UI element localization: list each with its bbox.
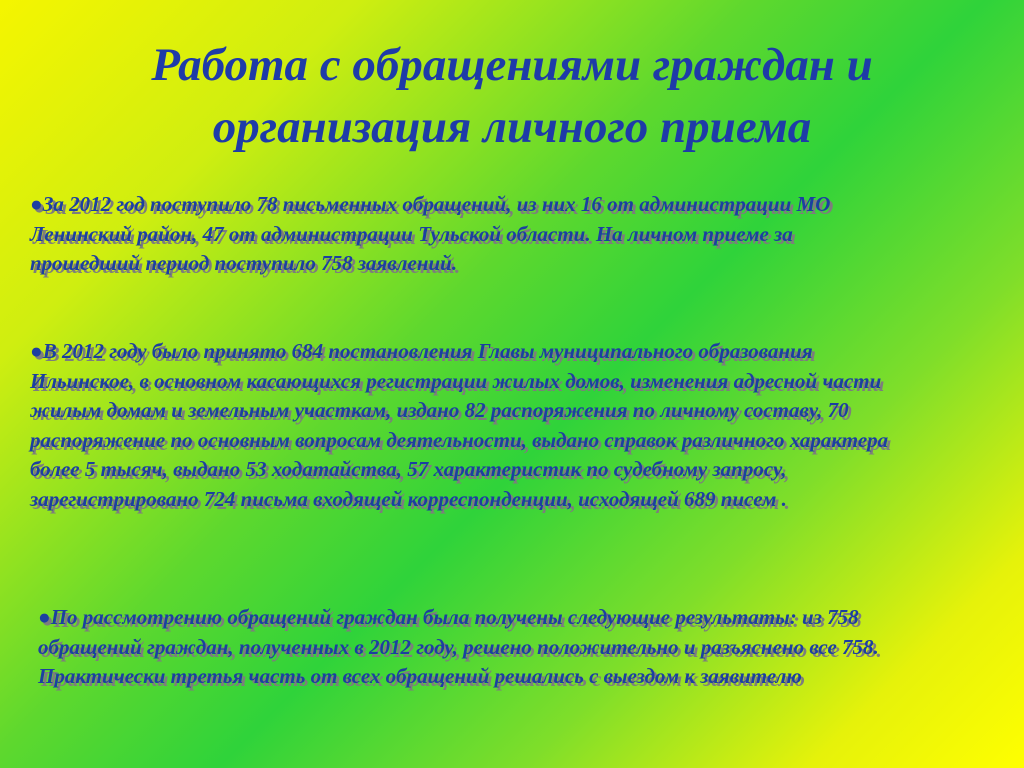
paragraph-results <box>38 603 918 692</box>
paragraph-letters-2012 <box>30 190 860 279</box>
paragraph-text: За 2012 год поступило 78 письменных обращений, из них 16 от администрации МО Ленинский район, 47 от администрации Тульской области. На личном приеме за прошедший период поступило 758 заявлений. <box>30 192 831 275</box>
paragraph-resolutions-2012 <box>30 337 905 514</box>
bullet-icon: ● <box>30 192 43 216</box>
slide-title: Работа с обращениями граждан и организация личного приема <box>151 39 873 153</box>
paragraph-text: По рассмотрению обращений граждан была получены следующие результаты: из 758 обращений граждан, полученных в 2012 году, решено положительно и разъяснено все 758. Практически третья часть от всех обращений решались с выездом к заявителю <box>38 605 879 688</box>
bullet-icon: ● <box>38 605 51 629</box>
paragraph-text: В 2012 году было принято 684 постановления Главы муниципального образования Ильинское, в основном касающихся регистрации жилых домов, изменения адресной части жилым домам и земельным участкам, издано 82 распоряжения по личному составу, 70 распоряжение по основным вопросам деятельности, выдано справок различного характера более 5 тысяч, выдано 53 ходатайства, 57 характеристик по судебному запросу, зарегистрировано 724 письма входящей корреспонденции, исходящей 689 писем . <box>30 339 889 511</box>
bullet-icon: ● <box>30 339 43 363</box>
